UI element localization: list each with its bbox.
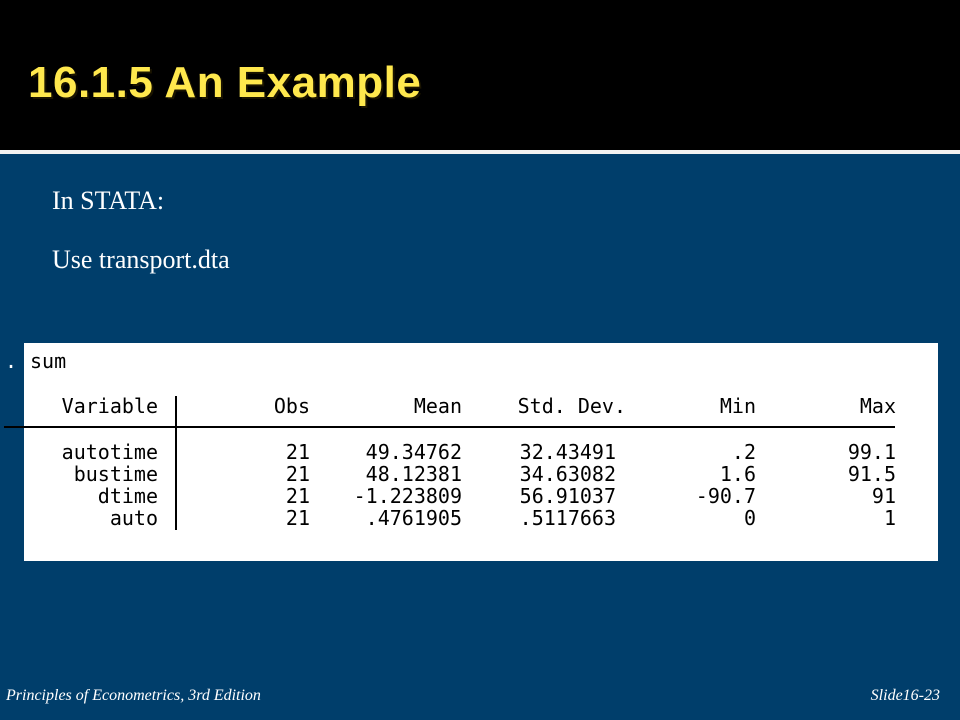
stata-command: sum bbox=[30, 349, 67, 373]
footer-book-title: Principles of Econometrics, 3rd Edition bbox=[6, 687, 261, 704]
table-cell: 21 bbox=[285, 440, 310, 464]
table-cell: 34.63082 bbox=[519, 462, 616, 486]
col-header-max: Max bbox=[859, 394, 896, 418]
table-cell: auto bbox=[109, 506, 158, 530]
col-header-min: Min bbox=[719, 394, 756, 418]
table-cell: dtime bbox=[97, 484, 158, 508]
col-header-variable: Variable bbox=[61, 394, 158, 418]
table-cell: 91 bbox=[871, 484, 896, 508]
table-cell: .4761905 bbox=[365, 506, 462, 530]
footer-slide-number: Slide16-23 bbox=[870, 687, 940, 704]
title-bar bbox=[0, 0, 960, 150]
table-cell: 56.91037 bbox=[519, 484, 616, 508]
table-cell: 0 bbox=[743, 506, 756, 530]
table-cell: 91.5 bbox=[847, 462, 896, 486]
table-cell: autotime bbox=[61, 440, 158, 464]
table-horizontal-separator bbox=[4, 426, 895, 428]
table-cell: -1.223809 bbox=[353, 484, 462, 508]
table-cell: 99.1 bbox=[847, 440, 896, 464]
body-line-dataset: Use transport.dta bbox=[52, 245, 230, 274]
table-vertical-separator bbox=[175, 396, 177, 530]
col-header-std-dev: Std. Dev. bbox=[517, 394, 626, 418]
table-cell: .2 bbox=[731, 440, 756, 464]
body-line-stata: In STATA: bbox=[52, 186, 165, 215]
table-cell: 48.12381 bbox=[365, 462, 462, 486]
col-header-mean: Mean bbox=[413, 394, 462, 418]
table-cell: 1 bbox=[883, 506, 896, 530]
table-cell: 49.34762 bbox=[365, 440, 462, 464]
table-cell: bustime bbox=[73, 462, 158, 486]
table-cell: -90.7 bbox=[695, 484, 756, 508]
table-cell: 21 bbox=[285, 484, 310, 508]
stata-prompt: . bbox=[5, 349, 18, 373]
table-cell: 1.6 bbox=[719, 462, 756, 486]
table-cell: .5117663 bbox=[519, 506, 616, 530]
table-cell: 21 bbox=[285, 462, 310, 486]
slide-title: 16.1.5 An Example bbox=[28, 58, 422, 107]
title-divider bbox=[0, 150, 960, 154]
table-cell: 21 bbox=[285, 506, 310, 530]
col-header-obs: Obs bbox=[273, 394, 310, 418]
table-cell: 32.43491 bbox=[519, 440, 616, 464]
